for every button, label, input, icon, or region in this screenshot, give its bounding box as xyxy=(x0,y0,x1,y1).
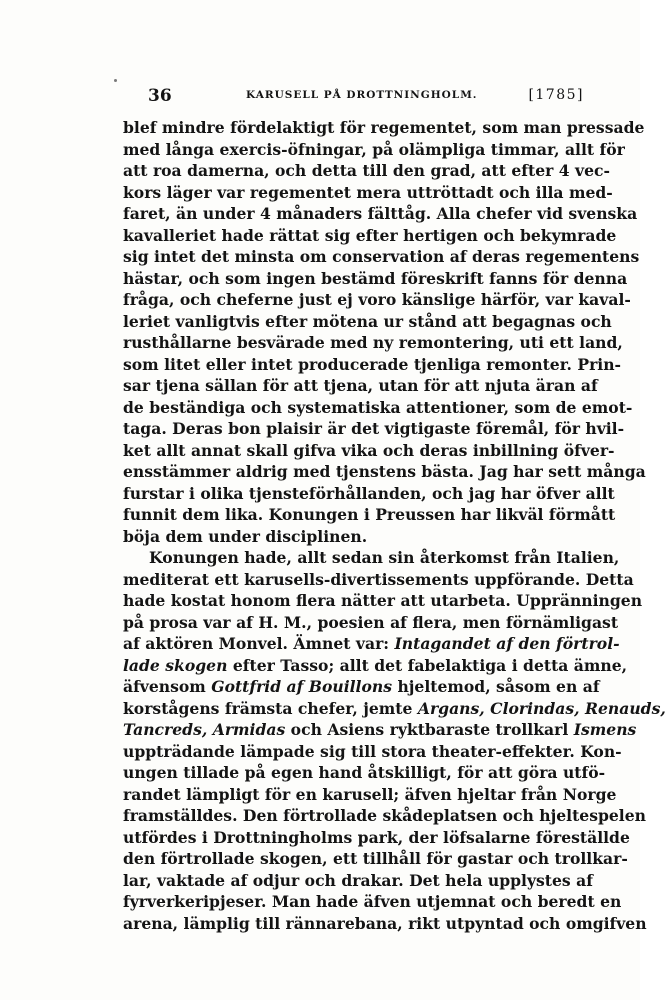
text-line: Tancreds, Armidas och Asiens ryktbaraste trollkarl Ismens xyxy=(123,720,637,739)
text-line: kavalleriet hade rättat sig efter hertigen och bekymrade xyxy=(123,225,617,245)
text-line: taga. Deras bon plaisir är det vigtigaste föremål, för hvil- xyxy=(123,419,625,438)
text-line: lar, vaktade af odjur och drakar. Det hela upplystes af xyxy=(123,870,593,890)
text-line: de beständiga och systematiska attentioner, som de emot- xyxy=(123,397,633,417)
text-line: fråga, och cheferne just ej voro känslige härför, var kaval- xyxy=(123,290,631,309)
text-line: äfvensom Gottfrid af Bouillons hjeltemod, såsom en af xyxy=(123,677,600,696)
running-header xyxy=(148,86,588,108)
page-number: 36 xyxy=(148,86,172,106)
text-line: kors läger var regementet mera uttröttadt och illa med- xyxy=(123,182,613,202)
text-line: hästar, och som ingen bestämd föreskrift fanns för denna xyxy=(123,268,628,288)
text-line: randet lämpligt för en karusell; äfven hjeltar från Norge xyxy=(123,784,617,804)
header-year: [1785] xyxy=(528,87,584,103)
text-line: faret, än under 4 månaders fälttåg. Alla chefer vid svenska xyxy=(123,204,638,223)
text-line: på prosa var af H. M., poesien af flera, men förnämligast xyxy=(123,612,619,632)
text-line: fyrverkeripjeser. Man hade äfven utjemnat och beredt en xyxy=(123,892,622,911)
text-line: blef mindre fördelaktigt för regementet, som man pressade xyxy=(123,118,645,137)
text-line: sar tjena sällan för att tjena, utan för att njuta äran af xyxy=(123,376,598,395)
text-line: furstar i olika tjensteförhållanden, och jag har öfver allt xyxy=(123,483,615,503)
text-line: uppträdande lämpade sig till stora theater-effekter. Kon- xyxy=(123,741,622,761)
text-line: mediterat ett karusells-divertissements uppförande. Detta xyxy=(123,569,634,589)
text-line: hade kostat honom flera nätter att utarbeta. Uppränningen xyxy=(123,591,643,610)
body-text xyxy=(123,117,666,934)
text-line: lade skogen efter Tasso; allt det fabelaktiga i detta ämne, xyxy=(123,655,628,675)
text-line: ket allt annat skall gifva vika och deras inbillning öfver- xyxy=(123,440,615,460)
text-line: böja dem under disciplinen. xyxy=(123,526,368,546)
text-line: leriet vanligtvis efter mötena ur stånd att begagnas och xyxy=(123,311,612,331)
text-line: ensstämmer aldrig med tjenstens bästa. Jag har sett många xyxy=(123,462,646,481)
text-line: med långa exercis-öfningar, på olämpliga timmar, allt för xyxy=(123,139,625,159)
text-line: korstågens främsta chefer, jemte Argans, Clorindas, Renauds, xyxy=(123,698,666,718)
print-speck xyxy=(114,79,117,82)
text-line: framställdes. Den förtrollade skådeplatsen och hjeltespelen xyxy=(123,806,646,825)
text-line: Konungen hade, allt sedan sin återkomst från Italien, xyxy=(149,548,620,567)
text-line: arena, lämplig till rännarebana, rikt utpyntad och omgifven xyxy=(123,913,647,933)
text-line: som litet eller intet producerade tjenliga remonter. Prin- xyxy=(123,354,622,374)
text-line: utfördes i Drottningholms park, der löfsalarne föreställde xyxy=(123,827,630,847)
text-line: funnit dem lika. Konungen i Preussen har likväl förmått xyxy=(123,505,616,524)
running-title: KARUSELL PÅ DROTTNINGHOLM. xyxy=(246,89,478,101)
text-line: af aktören Monvel. Ämnet var: Intagandet af den förtrol- xyxy=(123,634,620,653)
text-line: att roa damerna, och detta till den grad, att efter 4 vec- xyxy=(123,161,611,180)
text-line: sig intet det minsta om conservation af deras regementens xyxy=(123,247,640,266)
text-line: ungen tillade på egen hand åtskilligt, för att göra utfö- xyxy=(123,763,606,782)
text-line: den förtrollade skogen, ett tillhåll för gastar och trollkar- xyxy=(123,849,628,868)
text-line: rusthållarne besvärade med ny remontering, uti ett land, xyxy=(123,333,623,352)
